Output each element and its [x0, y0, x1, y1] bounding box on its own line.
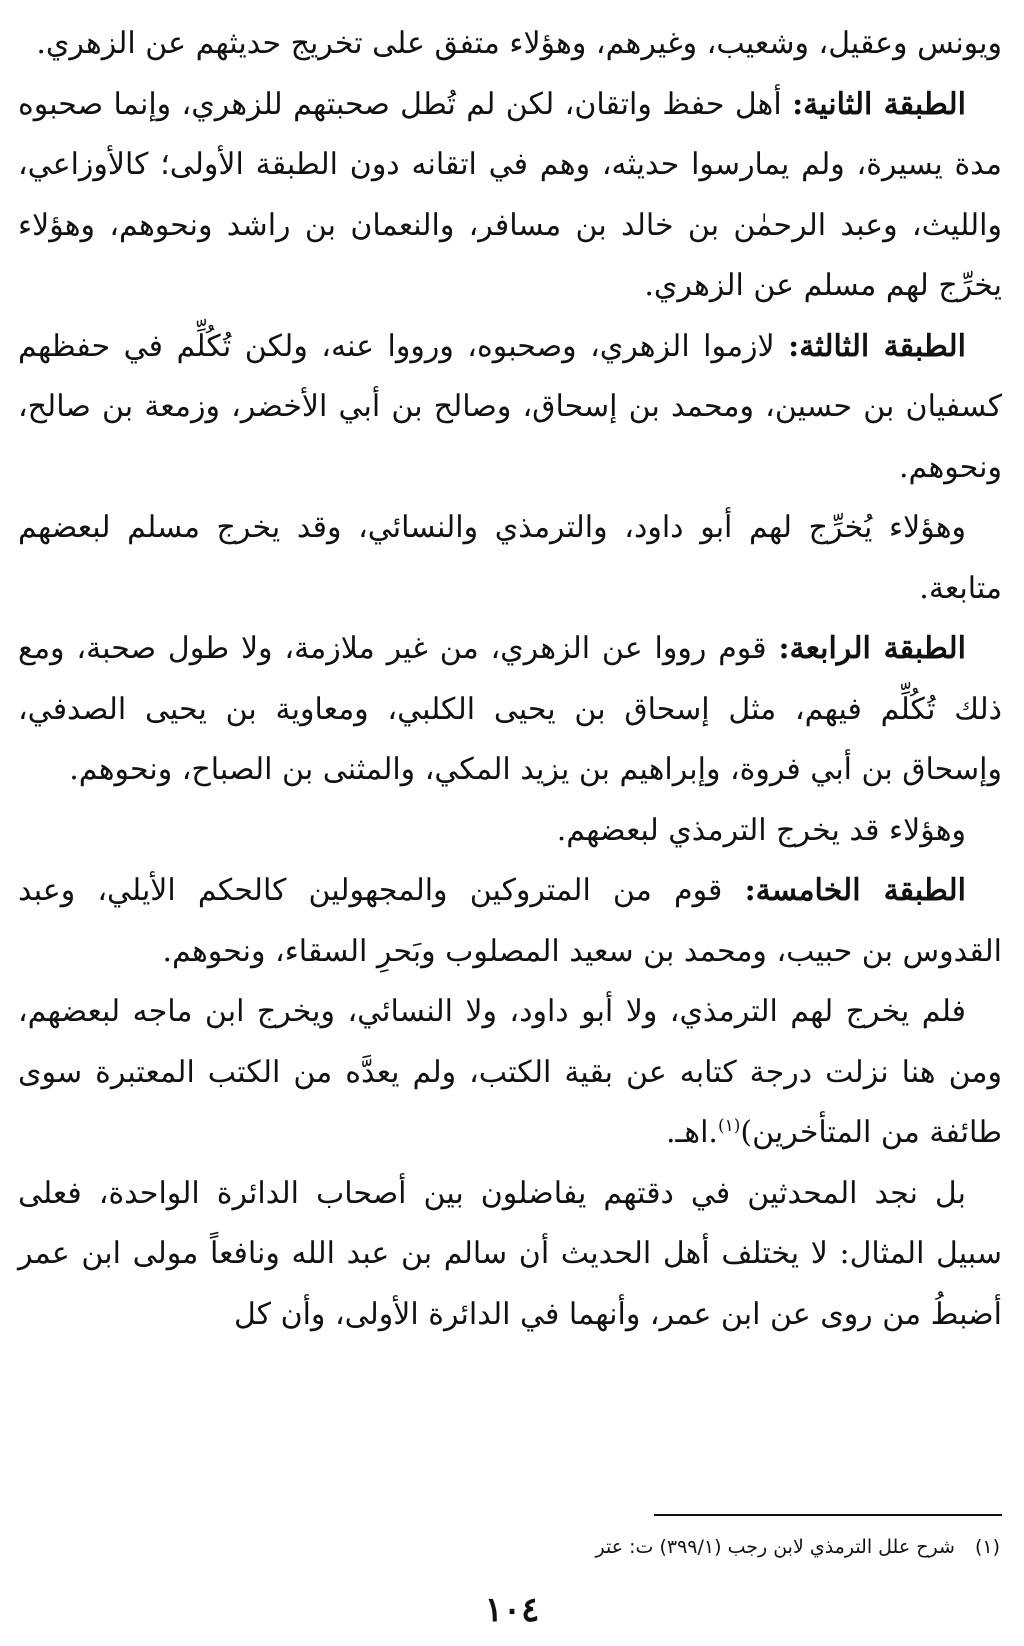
- second-tier-text: أهل حفظ واتقان، لكن لم تُطل صحبتهم للزهري، وإنما صحبوه مدة يسيرة، ولم يمارسوا حديثه، وهم في اتقانه دون الطبقة الأولى؛ كالأوزاعي، والليث، وعبد الرحمٰن بن خالد بن مسافر، والنعمان بن راشد ونحوهم، وهؤلاء يخرِّج لهم مسلم عن الزهري.: [18, 86, 1002, 303]
- second-tier-label: الطبقة الثانية:: [792, 86, 966, 122]
- paragraph-second-tier: [18, 75, 1002, 317]
- fifth-tier-label: الطبقة الخامسة:: [744, 873, 966, 908]
- paragraph-8: [18, 982, 1002, 1164]
- page-body: [18, 14, 1002, 1345]
- paragraph-4: وهؤلاء يُخرِّج لهم أبو داود، والترمذي والنسائي، وقد يخرج مسلم لبعضهم متابعة.: [18, 510, 1002, 606]
- paragraph-8-end: .اهـ.: [665, 1115, 718, 1150]
- paragraph-third-tier: [18, 317, 1002, 499]
- page-number: ١٠٤: [484, 1590, 540, 1630]
- paragraph-fifth-tier: [18, 861, 1002, 982]
- footnote-reference: (١): [717, 1116, 741, 1136]
- fourth-tier-text: قوم رووا عن الزهري، من غير ملازمة، ولا طول صحبة، ومع ذلك تُكُلِّم فيهم، مثل إسحاق بن يحيى الكلبي، ومعاوية بن يحيى الصدفي، وإسحاق بن أبي فروة، وإبراهيم بن يزيد المكي، والمثنى بن الصباح، ونحوهم.: [18, 631, 1002, 787]
- fourth-tier-label: الطبقة الرابعة:: [778, 631, 966, 666]
- paragraph-1: ويونس وعقيل، وشعيب، وغيرهم، وهؤلاء متفق على تخريج حديثهم عن الزهري.: [36, 26, 1002, 61]
- footnote-divider: [654, 1514, 1002, 1516]
- fifth-tier-text: قوم من المتروكين والمجهولين كالحكم الأيلي، وعبد القدوس بن حبيب، ومحمد بن سعيد المصلوب وبَحرِ السقاء، ونحوهم.: [18, 873, 1002, 969]
- footnote-number: (١): [974, 1536, 1000, 1558]
- paragraph-9: بل نجد المحدثين في دقتهم يفاضلون بين أصحاب الدائرة الواحدة، فعلى سبيل المثال: لا يختلف أهل الحديث أن سالم بن عبد الله ونافعاً مولى ابن عمر أضبطُ من روى عن ابن عمر، وأنهما في الدائرة الأولى، وأن كل: [18, 1175, 1002, 1332]
- paragraph-fourth-tier: [18, 619, 1002, 801]
- footnote: [24, 1533, 1000, 1561]
- paragraph-8-text: فلم يخرج لهم الترمذي، ولا أبو داود، ولا النسائي، ويخرج ابن ماجه لبعضهم، ومن هنا نزلت درجة كتابه عن بقية الكتب، ولم يعدَّه من الكتب المعتبرة سوى طائفة من المتأخرين): [18, 994, 1002, 1150]
- third-tier-text: لازموا الزهري، وصحبوه، ورووا عنه، ولكن تُكُلِّم في حفظهم كسفيان بن حسين، ومحمد بن إسحاق، وصالح بن أبي الأخضر، وزمعة بن صالح، ونحوهم.: [18, 328, 1002, 485]
- third-tier-label: الطبقة الثالثة:: [788, 328, 966, 364]
- footnote-text: شرح علل الترمذي لابن رجب (٣٩٩/١) ت: عتر: [595, 1536, 955, 1558]
- paragraph-6: وهؤلاء قد يخرج الترمذي لبعضهم.: [556, 812, 966, 848]
